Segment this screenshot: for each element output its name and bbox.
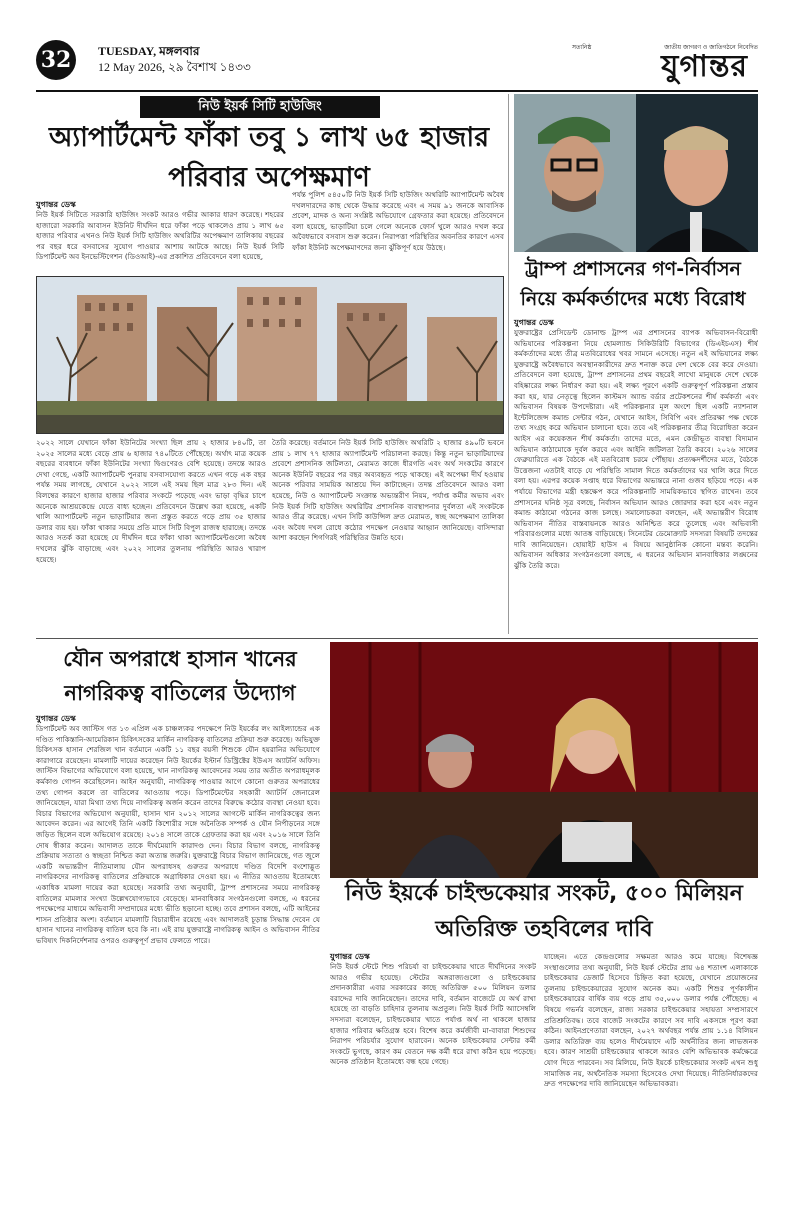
childcare-photo [330, 642, 758, 878]
hasan-body: ডিপার্টমেন্ট অব জাস্টিস গত ১৩ এপ্রিল এক চাঞ্চল্যকর পদক্ষেপে নিউ ইয়র্কের লং আইল্যান্ডের এক দণ্ডিত পাকিস্তানি-আমেরিকান চিকিৎসকের মার্কিন নাগরিকত্ব বাতিলের প্রক্রিয়া শুরু করেছে। অভিযুক্ত চিকিৎসক হাসান শেরজিল খান বর্তমানে একটি ১১ বছর বয়সী শিশুকে যৌন হয়রানির অভিযোগে কারাগারে রয়েছেন। মামলাটি দায়ের করেছেন নিউ ইয়র্কের ইস্টার্ন ডিস্ট্রিক্টের ইউএস অ্যাটর্নি অফিস। জাস্টিস বিভাগের অভিযোগে বলা হয়েছে, খান নাগরিকত্ব আবেদনের সময় তার অতীত অপরাধমূলক কর্মকাণ্ড গোপন করেছিলেন। আইন অনুযায়ী, নাগরিকত্ব পাওয়ার আগে কোনো গুরুতর অপরাধের তথ্য গোপন করলে তা বাতিলের আওতায় পড়ে। ডিপার্টমেন্টের সহকারী অ্যাটর্নি জেনারেল জানিয়েছেন, যারা মিথ্যা তথ্য দিয়ে নাগরিকত্ব অর্জন করেন তাদের বিরুদ্ধে কঠোর ব্যবস্থা নেওয়া হবে। বিচার বিভাগের অভিযোগ অনুযায়ী, হাসান খান ২০১২ সালের আগস্টে মার্কিন নাগরিকত্বের জন্য আবেদন করেন। এর আগেই তিনি একটি কিশোরীর সঙ্গে অনৈতিক সম্পর্ক ও যৌন নিপীড়নের সঙ্গে জড়িত ছিলেন বলে অভিযোগ রয়েছে। ২০১৪ সালে তাকে গ্রেফতার করা হয় এবং ২০১৬ সালে তিনি দোষ স্বীকার করেন। আদালত তাকে দীর্ঘমেয়াদি কারাদণ্ড দেন। বিচার বিভাগ বলছে, নাগরিকত্ব প্রক্রিয়ায় সত্যতা ও স্বচ্ছতা নিশ্চিত করা অত্যন্ত জরুরি। যুক্তরাষ্ট্রে বিচার বিভাগ জানিয়েছে, গত জুলে একটি অভ্যন্তরীণ নীতিমালায় যৌন অপরাধসহ গুরুতর অপরাধে দণ্ডিত বিদেশি বংশোদ্ভূত নাগরিকদের নাগরিকত্ব বাতিলের প্রক্রিয়াকে অগ্রাধিকার দেওয়া হয়। এ নীতির আওতায় ইতোমধ্যে একাধিক মামলা দায়ের করা হয়েছে। সরকারি তথ্য অনুযায়ী, ট্রাম্প প্রশাসনের সময়ে নাগরিকত্ব বাতিলের মামলার সংখ্যা উল্লেখযোগ্যভাবে বেড়েছে। মানবাধিকার সংগঠনগুলো বলছে, এ ধরনের পদক্ষেপের মাধ্যমে অভিবাসী সম্প্রদায়ের মধ্যে ভীতি ছড়ানো হচ্ছে। তবে প্রশাসন বলছে, এটি আইনের শাসন প্রতিষ্ঠার অংশ। বর্তমানে মামলাটি বিচারাধীন রয়েছে এবং আদালতই চূড়ান্ত সিদ্ধান্ত দেবেন যে হাসান খানের নাগরিকত্ব বাতিল হবে কি না। এই রায় যুক্তরাষ্ট্রে নাগরিকত্ব আইন ও অভিবাসন নীতির ভবিষ্যৎ দিকনির্দেশনার ওপরও গুরুত্বপূর্ণ প্রভাব ফেলতে পারে। [36, 724, 320, 945]
dateline [98, 43, 251, 75]
lead-kicker: নিউ ইয়র্ক সিটি হাউজিং [140, 96, 380, 118]
lead-body-1: নিউ ইয়র্ক সিটিতে সরকারি হাউজিং সংকট আরও গভীর আকার ধারণ করেছে। শহরের হাজারো সরকারি আবাসন ইউনিট দীর্ঘদিন ধরে ফাঁকা পড়ে থাকলেও প্রায় ১ লাখ ৬৫ হাজার পরিবার এখনও নিউ ইয়র্ক সিটি হাউজিং অথরিটির অপেক্ষমাণ তালিকায় বছরের পর বছর ধরে বসবাসের সুযোগ পাওয়ার আশায় আটকে আছে। নিউ ইয়র্ক সিটি ডিপার্টমেন্ট অব ইনভেস্টিগেশন (ডিওআই)-এর প্রকাশিত প্রতিবেদনে বলা হয়েছে, [36, 210, 284, 262]
assembly-speaker-illustration [330, 642, 758, 878]
childcare-body-2: যাচ্ছেন। এতে কেন্দ্রগুলোর সক্ষমতা আরও কমে যাচ্ছে। বিশেষজ্ঞ সংস্থাগুলোর তথ্য অনুযায়ী, নিউ ইয়র্ক স্টেটের প্রায় ৬৪ শতাংশ এলাকাকে চাইল্ডকেয়ার ডেজার্ট হিসেবে চিহ্নিত করা হয়েছে, যেখানে প্রয়োজনের তুলনায় চাইল্ডকেয়ারের সুযোগ অনেক কম। একটি শিশুর পূর্ণকালীন চাইল্ডকেয়ারের বার্ষিক ব্যয় গড়ে প্রায় ৩৫,০০০ ডলার পর্যন্ত পৌঁছেছে। এ বিষয়ে গভর্নর বলেছেন, রাজ্য সরকার চাইল্ডকেয়ার সহায়তা সম্প্রসারণে প্রতিশ্রুতিবদ্ধ। তবে বাজেট সংকটের কারণে সব দাবি একসঙ্গে পূরণ করা কঠিন। আইনপ্রণেতারা বলছেন, ২০২৭ অর্থবছর পর্যন্ত প্রায় ১.১৪ বিলিয়ন ডলার অতিরিক্ত ব্যয় হলেও দীর্ঘমেয়াদে এটি অর্থনীতির জন্য লাভজনক হবে। কারণ সাশ্রয়ী চাইল্ডকেয়ার থাকলে আরও বেশি অভিভাবক কর্মক্ষেত্রে যোগ দিতে পারবেন। সব মিলিয়ে, নিউ ইয়র্কে চাইল্ডকেয়ার সংকট এখন শুধু সামাজিক নয়, অর্থনৈতিক সমস্যা হিসেবেও দেখা দিয়েছে। নীতিনির্ধারকদের দ্রুত পদক্ষেপের দাবি জানিয়েছেন অভিভাবকরা। [544, 952, 758, 1089]
hasan-headline: যৌন অপরাধে হাসান খানের নাগরিকত্ব বাতিলের উদ্যোগ [63, 647, 297, 705]
dateline-day: TUESDAY, মঙ্গলবার [98, 44, 200, 58]
page-number: 32 [36, 40, 76, 80]
lead-column-1 [36, 200, 284, 272]
logo-tagline: জাতীয় জাগরণ ও জাতিগঠনে নিবেদিত [664, 44, 758, 51]
logo-wordmark: যুগান্তর [661, 49, 748, 84]
two-officials-portrait [514, 94, 758, 252]
lead-headline: অ্যাপার্টমেন্ট ফাঁকা তবু ১ লাখ ৬৫ হাজার পরিবার অপেক্ষমাণ [48, 122, 490, 193]
hasan-byline: যুগান্তর ডেস্ক [36, 714, 76, 723]
lead-byline: যুগান্তর ডেস্ক [36, 200, 76, 209]
officials-photo [514, 94, 758, 252]
childcare-headline: নিউ ইয়র্কে চাইল্ডকেয়ার সংকট, ৫০০ মিলিয়ন অতিরিক্ত তহবিলের দাবি [345, 881, 743, 942]
housing-buildings-illustration [37, 277, 504, 434]
housing-photo [36, 276, 504, 434]
logo-small-text: সত্যনিষ্ঠ [572, 44, 592, 51]
lead-body-3: ২০২২ সালে যেখানে ফাঁকা ইউনিটের সংখ্যা ছিল প্রায় ২ হাজার ৮৪০টি, তা ২০২৫ সালের মধ্যে বেড়ে প্রায় ৬ হাজার ৭৪০টিতে পৌঁছেছে। অর্থাৎ মাত্র কয়েক বছরের ব্যবধানে ফাঁকা ইউনিটের সংখ্যা দ্বিগুণেরও বেশি হয়েছে। তদন্তে আরও দেখা গেছে, একটি অ্যাপার্টমেন্ট পুনরায় বসবাসযোগ্য করতে এখন গড়ে এক বছর পর্যন্ত সময় লাগছে, যেখানে ২০২২ সালে এই সময় ছিল মাত্র ২৮৩ দিন। এই বিলম্বের কারণে হাজার হাজার পরিবার সংকটে পড়েছে এবং ভাড়া বৃদ্ধির চাপে অনেকে আশ্রয়কেন্দ্রে যেতে বাধ্য হচ্ছেন। প্রতিবেদনে উল্লেখ করা হয়েছে, একটি খালি অ্যাপার্টমেন্ট নতুন ভাড়াটিয়ার জন্য প্রস্তুত করতে গড়ে প্রায় ৩৫ হাজার ডলার ব্যয় হয়। ফাঁকা থাকার সময়ে প্রতি মাসে সিটি বিপুল রাজস্ব হারাচ্ছে। তদন্তে আরও সতর্ক করা হয়েছে যে দীর্ঘদিন ধরে ফাঁকা থাকা অ্যাপার্টমেন্টগুলো অবৈধ দখলের ঝুঁকি বাড়াচ্ছে এবং ২০২২ সালের তুলনায় পরিস্থিতি আরও খারাপ হয়েছে। [36, 438, 266, 564]
section-divider [36, 638, 758, 639]
trump-body: যুক্তরাষ্ট্রের প্রেসিডেন্ট ডোনাল্ড ট্রাম্প এর প্রশাসনের ব্যাপক অভিবাসন-বিরোধী অভিযানের পরিকল্পনা নিয়ে হোমল্যান্ড সিকিউরিটি বিভাগের (ডিএইচএস) শীর্ষ কর্মকর্তাদের মধ্যে তীব্র মতবিরোধের খবর সামনে এসেছে। নতুন এই অভিযানের লক্ষ্য যুক্তরাষ্ট্রে অবৈধভাবে অবস্থানকারীদের দ্রুত শনাক্ত করে দেশ থেকে বের করে দেওয়া। প্রতিবেদনে বলা হয়েছে, ট্রাম্প প্রশাসনের প্রথম বছরেই লাখো মানুষকে দেশে থেকে বহিষ্কারের লক্ষ্য নির্ধারণ করা হয়। এই লক্ষ্য পূরণে একটি গুরুত্বপূর্ণ পরিকল্পনা প্রস্তাব করা হয়, যার নেতৃত্বে ছিলেন কাস্টমস অ্যান্ড বর্ডার প্রটেকশনের শীর্ষ কর্মকর্তা এবং অভিবাসন বিষয়ক উপদেষ্টারা। এই পরিকল্পনার মূল অংশে ছিল একটি ন্যাশনাল ইন্টেলিজেন্স কমান্ড সেন্টার গঠন, যেখানে আইস, সিবিপি এবং প্রতিরক্ষা পক্ষ থেকে তথ্য সংগ্রহ করে অভিযান চালানো হবে। তবে এই পরিকল্পনার তীব্র বিরোধিতা করেন আইস এর কয়েকজন শীর্ষ কর্মকর্তা। তাদের মতে, এমন কেন্দ্রীভূত ব্যবস্থা বিদ্যমান অভিযান কাঠামোকে দুর্বল করবে এবং আইনি জটিলতা তৈরি করবে। ২০২৬ সালের ফেব্রুয়ারিতে এক বৈঠকে এই মতবিরোধ চরমে পৌঁছায়। প্রত্যক্ষদর্শীদের মতে, বৈঠকে উত্তেজনা এতটাই বাড়ে যে পরিস্থিতি সামাল দিতে কর্মকর্তাদের ঘর খালি করে দিতে বলা হয়। এরপর কয়েক সপ্তাহ ধরে বিভাগের অভ্যন্তরে নানা গুজব ছড়িয়ে পড়ে। এক পর্যায়ে বিভাগের মন্ত্রী হস্তক্ষেপ করে পরিকল্পনাটি সাময়িকভাবে স্থগিত রাখেন। তবে প্রশাসনের ঘনিষ্ঠ সূত্র বলছে, নির্বাসন অভিযান আরও জোরদার করা হবে এবং নতুন কমান্ড কাঠামো গঠনের কাজ চলছে। সমালোচকরা বলছেন, এই অভ্যন্তরীণ বিরোধ অভিবাসন নীতির বাস্তবায়নকে আরও অনিশ্চিত করে তুলেছে এবং অভিবাসী পরিবারগুলোর মধ্যে আতঙ্ক বাড়িয়েছে। সিনেটের ডেমোক্র্যাট সদস্যরা বিষয়টি তদন্তের দাবি জানিয়েছেন। হোয়াইট হাউস এ বিষয়ে আনুষ্ঠানিক কোনো মন্তব্য করেনি। অভিবাসন অধিকার সংগঠনগুলো বলছে, এ ধরনের অভিযান মানবাধিকার লঙ্ঘনের ঝুঁকি তৈরি করে। [514, 328, 758, 571]
lead-body-2: পর্যন্ত পুলিশ ৫৪৫০টি নিউ ইয়র্ক সিটি হাউজিং অথরিটি অ্যাপার্টমেন্ট অবৈধ দখলদারদের কাছ থেকে উদ্ধার করেছে এবং এ সময় ৯১ জনকে আবাসিক প্রবেশ, মাদক ও অন্য সংশ্লিষ্ট অভিযোগে গ্রেফতার করা হয়েছে। প্রতিবেদনে বলা হয়েছে, ভাড়াটিয়া চলে গেলে অনেকে ফোর্স খুলে আরও দখল করে অবৈধভাবে বসবাস শুরু করেন। নিরাপত্তা পরিস্থিতির অবনতির কারণে এসব ফাঁকা ইউনিট অপেক্ষমাণদের জন্য ঝুঁকিপূর্ণ হয়ে উঠছে। [292, 190, 504, 252]
column-divider [508, 94, 509, 634]
newspaper-logo [558, 40, 758, 88]
trump-byline: যুগান্তর ডেস্ক [514, 318, 554, 327]
dateline-date: 12 May 2026, ২৯ বৈশাখ ১৪৩৩ [98, 60, 251, 74]
trump-headline: ট্রাম্প প্রশাসনের গণ-নির্বাসন নিয়ে কর্মকর্তাদের মধ্যে বিরোধ [520, 258, 746, 310]
childcare-byline: যুগান্তর ডেস্ক [330, 952, 370, 961]
masthead [36, 40, 758, 92]
lead-body-4: তৈরি করেছে। বর্তমানে নিউ ইয়র্ক সিটি হাউজিং অথরিটি ২ হাজার ৪৯০টি ভবনে প্রায় ১ লাখ ৭৭ হাজার অ্যাপার্টমেন্ট পরিচালনা করছে। কিন্তু নতুন ভাড়াটিয়াদের প্রবেশে প্রশাসনিক জটিলতা, মেরামত কাজে ধীরগতি এবং অর্থ সংকটের কারণে অনেক ইউনিট বছরের পর বছর অব্যবহৃত পড়ে থাকছে। এই অপেক্ষা দীর্ঘ হওয়ায় অনেক পরিবার সাময়িক আশ্রয়ে দিন কাটাচ্ছেন। তদন্ত প্রতিবেদনে আরও বলা হয়েছে, নিউ ও অ্যাপার্টমেন্ট সংক্রান্ত অভ্যন্তরীণ নিয়ম, পর্যাপ্ত কর্মীর অভাব এবং নিউ ইয়র্ক সিটি হাউজিং অথরিটির প্রশাসনিক ব্যবস্থাপনার দুর্বলতা এই সংকটকে আরও তীব্র করেছে। এখন সিটি কাউন্সিল দ্রুত মেরামত, স্বচ্ছ অপেক্ষমাণ তালিকা এবং অবৈধ দখল রোধে কঠোর পদক্ষেপ নেওয়ার আহ্বান জানিয়েছে। বাসিন্দারা আশা করছেন শিগগিরই পরিস্থিতির উন্নতি হবে। [272, 438, 504, 543]
childcare-body-1: নিউ ইয়র্ক স্টেটে শিশু পরিচর্যা বা চাইল্ডকেয়ার খাতে দীর্ঘদিনের সংকট আরও গভীর হয়েছে। স্টেটের অঙ্গরাজ্যগুলো ও চাইল্ডকেয়ার প্রদানকারীরা এবার সরকারের কাছে অতিরিক্ত ৫০০ মিলিয়ন ডলার বরাদ্দের দাবি জানিয়েছেন। তাদের দাবি, বর্তমান বাজেটে যে অর্থ রাখা হয়েছে তা বাড়তি চাহিদার তুলনায় অপ্রতুল। নিউ ইয়র্ক সিটি অ্যাসেম্বলি সদস্যরা বলেছেন, চাইল্ডকেয়ার খাতে পর্যাপ্ত অর্থ না থাকলে হাজার হাজার পরিবার ক্ষতিগ্রস্ত হবে। বিশেষ করে কর্মজীবী মা-বাবারা শিশুদের নিরাপদ পরিচর্যার সুযোগ হারাবেন। অনেক চাইল্ডকেয়ার সেন্টার কর্মী সংকটে ভুগছে, কারণ কম বেতনে দক্ষ কর্মী ধরে রাখা কঠিন হয়ে পড়েছে। অনেক প্রতিষ্ঠান ইতোমধ্যে বন্ধ হয়ে গেছে। [330, 962, 536, 1067]
